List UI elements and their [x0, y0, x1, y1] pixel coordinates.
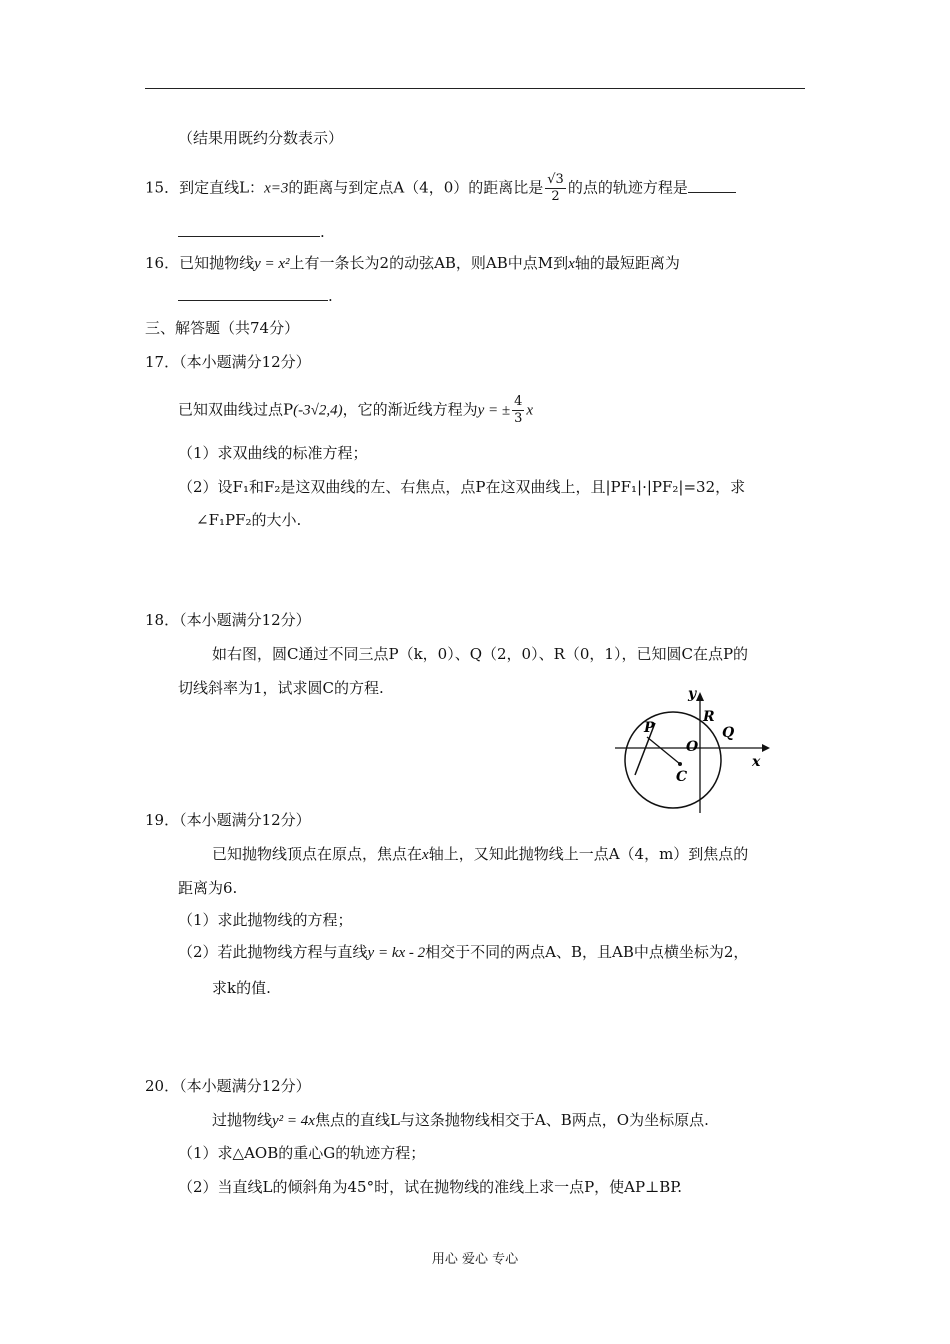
circle-c: [625, 712, 721, 808]
circle-figure: [610, 688, 770, 818]
q17-stem: [178, 394, 533, 427]
q15-text-b: 的距离与到定点A（4，0）的距离比是: [288, 178, 544, 197]
q20-part-2: （2）当直线L的倾斜角为45°时，试在抛物线的准线上求一点P，使AP⊥BP.: [178, 1178, 683, 1196]
label-p: P: [644, 720, 655, 736]
q19-stem-a1: 已知抛物线顶点在原点，焦点在: [212, 845, 423, 863]
q20-header: 20．（本小题满分12分）: [145, 1077, 311, 1095]
q15-answer-blank: [688, 178, 736, 193]
q17-asym-prefix: y = ±: [477, 402, 511, 419]
q17-part-2-cont: ∠F₁PF₂的大小.: [196, 511, 302, 529]
y-axis-arrow: [696, 692, 704, 701]
q17-fraction: [512, 394, 524, 427]
page-footer: 用心 爱心 专心: [431, 1252, 519, 1267]
header-note: （结果用既约分数表示）: [178, 129, 344, 147]
q17-part-1: （1）求双曲线的标准方程；: [178, 444, 368, 462]
q16-answer-blank: [178, 286, 328, 301]
q19-part-2-cont: 求k的值.: [212, 979, 271, 997]
header-rule: [145, 88, 805, 89]
q16-text-a: 16．已知抛物线: [145, 254, 255, 272]
center-c-dot: [678, 762, 682, 766]
label-x: x: [752, 754, 761, 770]
q17-stem-a: 已知双曲线过点P: [178, 400, 294, 419]
q15-continuation: [178, 222, 325, 242]
q15-text-a: 15．到定直线L：: [145, 178, 265, 197]
q20-stem-a: 过抛物线: [212, 1111, 273, 1129]
label-y: y: [688, 688, 697, 702]
question-16: [145, 253, 680, 274]
q16-text-b: 上有一条长为2的动弦AB，则AB中点M到: [289, 254, 569, 272]
label-q: Q: [722, 725, 735, 741]
q15-end: .: [320, 223, 325, 241]
q20-part-1: （1）求△AOB的重心G的轨迹方程；: [178, 1144, 426, 1162]
q19-stem-var: x: [422, 847, 429, 863]
label-c: C: [676, 769, 688, 785]
q19-part-1: （1）求此抛物线的方程；: [178, 911, 353, 929]
q19-header: 19．（本小题满分12分）: [145, 811, 311, 829]
q16-equation: y = x²: [254, 256, 290, 272]
label-r: R: [703, 709, 715, 725]
q20-stem: [212, 1110, 709, 1131]
q15-fraction: [545, 172, 566, 205]
label-o: O: [686, 739, 699, 755]
q15-frac-num: √3: [547, 172, 564, 187]
q17-asym-var: x: [526, 402, 534, 419]
q15-equation: x=3: [264, 180, 289, 197]
q18-stem-b: 切线斜率为1，试求圆C的方程.: [178, 679, 384, 697]
q19-part-2a: （2）若此抛物线方程与直线: [178, 943, 368, 961]
q19-part-2b: 相交于不同的两点A、B，且AB中点横坐标为2，: [425, 943, 749, 961]
radius-pc: [647, 737, 680, 764]
q19-stem-a2: 轴上，又知此抛物线上一点A（4，m）到焦点的: [428, 845, 749, 863]
q15-text-c: 的点的轨迹方程是: [567, 178, 688, 197]
q16-continuation: [178, 286, 333, 306]
q18-stem-a: 如右图，圆C通过不同三点P（k，0）、Q（2，0）、R（0，1），已知圆C在点P的: [212, 645, 749, 663]
q20-stem-b: 焦点的直线L与这条抛物线相交于A、B两点，O为坐标原点.: [314, 1111, 709, 1129]
q20-stem-eq: y² = 4x: [272, 1113, 315, 1129]
x-axis-arrow: [762, 744, 770, 752]
question-15: [145, 172, 736, 205]
q17-header: 17．（本小题满分12分）: [145, 353, 311, 371]
q16-text-c: 轴的最短距离为: [574, 254, 680, 272]
q19-stem-a: [212, 844, 748, 865]
q17-stem-b: ，它的渐近线方程为: [342, 400, 478, 419]
q19-part-2: [178, 942, 748, 963]
q17-frac-num: 4: [514, 394, 523, 409]
q19-part-2-eq: y = kx - 2: [367, 945, 426, 961]
q15-answer-blank-2: [178, 222, 320, 237]
q17-frac-den: 3: [514, 411, 523, 426]
q16-var: x: [568, 256, 575, 272]
q18-header: 18．（本小题满分12分）: [145, 611, 311, 629]
q19-stem-b: 距离为6.: [178, 879, 238, 897]
q17-point: (-3√2,4): [293, 402, 343, 419]
q16-end: .: [328, 287, 333, 305]
q17-part-2: （2）设F₁和F₂是这双曲线的左、右焦点，点P在这双曲线上，且|PF₁|·|PF₂|=32，求: [178, 478, 746, 496]
section-heading: 三、解答题（共74分）: [145, 319, 300, 337]
q15-frac-den: 2: [551, 189, 560, 204]
